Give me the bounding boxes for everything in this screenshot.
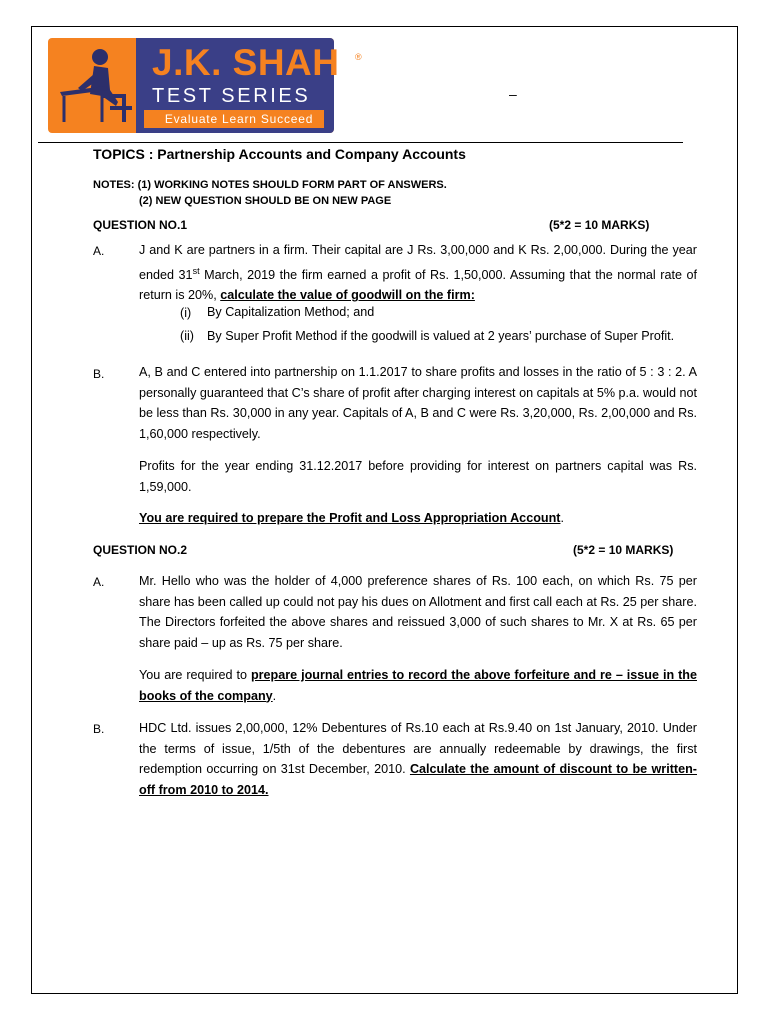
jk-shah-logo <box>48 38 362 133</box>
q2-part-a-label: A. <box>93 575 105 589</box>
q1-part-a-text <box>139 240 697 306</box>
q2-b-emphasis: Calculate the amount of discount to be written-off from 2010 to 2014. <box>139 762 697 797</box>
q1-a-superscript: st <box>192 265 200 276</box>
q1-part-a-label: A. <box>93 244 105 258</box>
q1-part-b-text-2: Profits for the year ending 31.12.2017 before providing for interest on partners capital was Rs. 1,59,000. <box>139 459 697 494</box>
q1-a-item-2-num: (ii) <box>180 329 194 343</box>
q1-a-item-1-num: (i) <box>180 306 192 320</box>
q1-part-b-instruction <box>139 508 697 529</box>
q2-part-b-text <box>139 718 697 800</box>
q2-a-emphasis-end: . <box>272 688 277 703</box>
note-line-1: NOTES: (1) WORKING NOTES SHOULD FORM PART OF ANSWERS. <box>93 179 447 191</box>
question-1-marks: (5*2 = 10 MARKS) <box>549 218 650 232</box>
q1-a-text-middle: March, 2019 the firm earned a profit of Rs. 1,50,000. Assuming that the normal rate of return is 20%, <box>139 267 697 303</box>
header-dash: – <box>509 86 517 102</box>
logo-name: J.K. SHAH <box>152 42 340 83</box>
q2-part-b-label: B. <box>93 722 105 736</box>
q1-a-emphasis: calculate the value of goodwill on the firm: <box>220 288 475 303</box>
logo-tagline: Evaluate Learn Succeed <box>154 110 324 128</box>
q1-part-b-label: B. <box>93 367 105 381</box>
logo-subtitle: TEST SERIES <box>152 85 311 107</box>
q1-b-emphasis: You are required to prepare the Profit and Loss Appropriation Account <box>139 511 561 525</box>
q1-b-emphasis-end: . <box>560 511 564 525</box>
student-writing-icon <box>54 44 138 128</box>
page-title: TOPICS : Partnership Accounts and Company Accounts <box>93 146 466 162</box>
question-2-title: QUESTION NO.2 <box>93 543 188 557</box>
q2-part-a-text: Mr. Hello who was the holder of 4,000 preference shares of Rs. 100 each, on which Rs. 75 per share has been called up could not pay his dues on Allotment and first call each at Rs. 25 per share. The Directors forfeited the above shares and reissued 3,000 of such shares to Mr. X at Rs. 65 per share paid – up as Rs. 75 per share. <box>139 574 697 650</box>
q2-part-a-instruction <box>139 665 697 706</box>
q2-a-text-lead: You are required to <box>139 668 251 682</box>
q2-a-emphasis: prepare journal entries to record the above forfeiture and re – issue in the books of the company <box>139 668 697 703</box>
question-2-marks: (5*2 = 10 MARKS) <box>573 543 674 557</box>
q1-a-text-start: J and K are partners in a firm. Their capital are J Rs. 3,00,000 and K Rs. 2,00,000. During the year ended 31 <box>139 243 697 282</box>
header-divider <box>38 142 683 143</box>
q1-a-item-2-text: By Super Profit Method if the goodwill is valued at 2 years’ purchase of Super Profit. <box>207 329 675 343</box>
q1-a-item-1-text: By Capitalization Method; and <box>207 305 375 319</box>
logo-registered-mark: ® <box>355 52 362 62</box>
question-1-title: QUESTION NO.1 <box>93 218 188 232</box>
q2-b-text: HDC Ltd. issues 2,00,000, 12% Debentures of Rs.10 each at Rs.9.40 on 1st January, 2010. Under the terms of issue, 1/5th of the debentures are annually redeemable by drawings, the first redemption occurring on 31st December, 2010. <box>139 721 697 776</box>
q1-part-b-text: A, B and C entered into partnership on 1.1.2017 to share profits and losses in the ratio of 5 : 3 : 2. A personally guaranteed that C’s share of profit after charging interest on capitals at 5% p.a. would not be less than Rs. 30,000 in any year. Capitals of A, B and C were Rs. 3,20,000, Rs. 2,00,000 and Rs. 1,60,000 respectively. <box>139 365 697 441</box>
note-line-2: (2) NEW QUESTION SHOULD BE ON NEW PAGE <box>139 195 392 207</box>
